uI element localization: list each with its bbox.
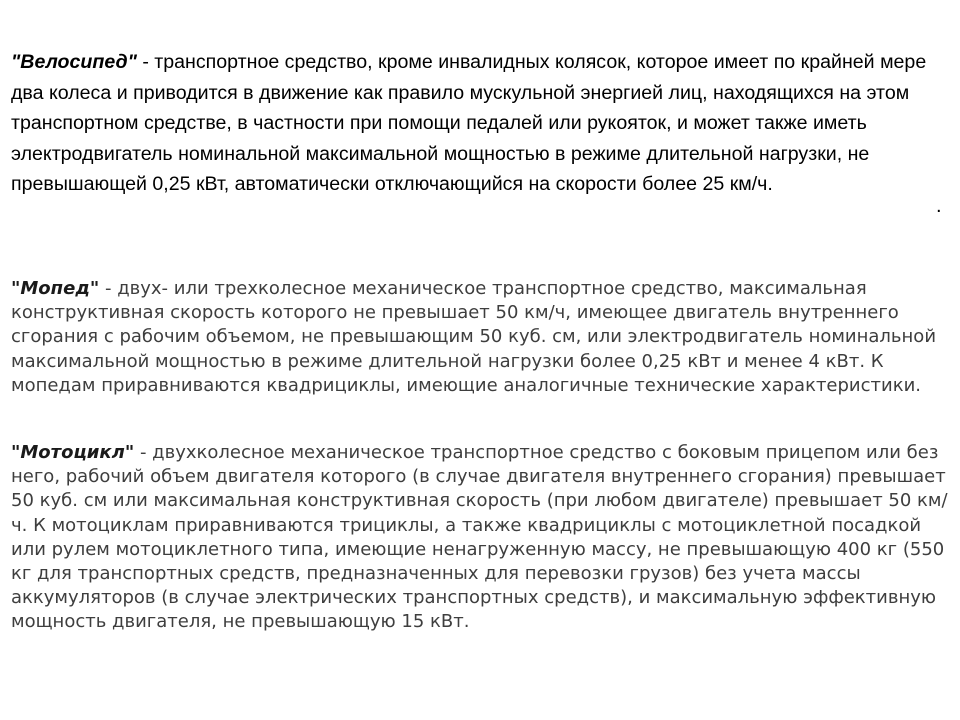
moped-close-quote: ": [89, 278, 100, 299]
stray-period: .: [936, 195, 942, 217]
moped-open-quote: ": [11, 278, 21, 299]
motorcycle-close-quote: ": [124, 442, 135, 463]
motorcycle-definition-text: - двухколесное механическое транспортное средство с боковым прицепом или без него, рабочий объем двигателя которого (в случае двигателя внутреннего сгорания) превышает 50 куб. см или максимальная конструктивная скорость (при любом двигателе) превышает 50 км/ч. К мотоциклам приравниваются трициклы, а также квадрициклы с мотоциклетной посадкой или рулем мотоциклетного типа, имеющие ненагруженную массу, не превышающую 400 кг (550 кг для транспортных средств, предназначенных для перевозки грузов) без учета массы аккумуляторов (в случае электрических транспортных средств), и максимальную эффективную мощность двигателя, не превышающую 15 кВт.: [11, 442, 948, 633]
bicycle-close-quote: ": [127, 51, 137, 73]
bicycle-term-word: Велосипед: [20, 51, 128, 73]
bicycle-open-quote: ": [11, 51, 21, 73]
moped-term: Мопед: [20, 278, 90, 299]
moped-definition: [11, 277, 951, 417]
motorcycle-definition: [11, 441, 951, 701]
motorcycle-term: Мотоцикл: [20, 442, 125, 463]
bicycle-definition-text: - транспортное средство, кроме инвалидных колясок, которое имеет по крайней мере два колеса и приводится в движение как правило мускульной энергией лиц, находящихся на этом транспортном средстве, в частности при помощи педалей или рукояток, и может также иметь электродвигатель номинальной максимальной мощностью в режиме длительной нагрузки, не превышающей 0,25 кВт, автоматически отключающийся на скорости более 25 км/ч.: [11, 51, 927, 195]
motorcycle-open-quote: ": [11, 442, 21, 463]
moped-definition-text: - двух- или трехколесное механическое транспортное средство, максимальная конструктивная скорость которого не превышает 50 км/ч, имеющее двигатель внутреннего сгорания с рабочим объемом, не превышающим 50 куб. см, или электродвигатель номинальной максимальной мощностью в режиме длительной нагрузки более 0,25 кВт и менее 4 кВт. К мопедам приравниваются квадрициклы, имеющие аналогичные технические характеристики.: [11, 278, 937, 396]
bicycle-definition: [11, 47, 951, 207]
bicycle-term: [11, 51, 137, 73]
